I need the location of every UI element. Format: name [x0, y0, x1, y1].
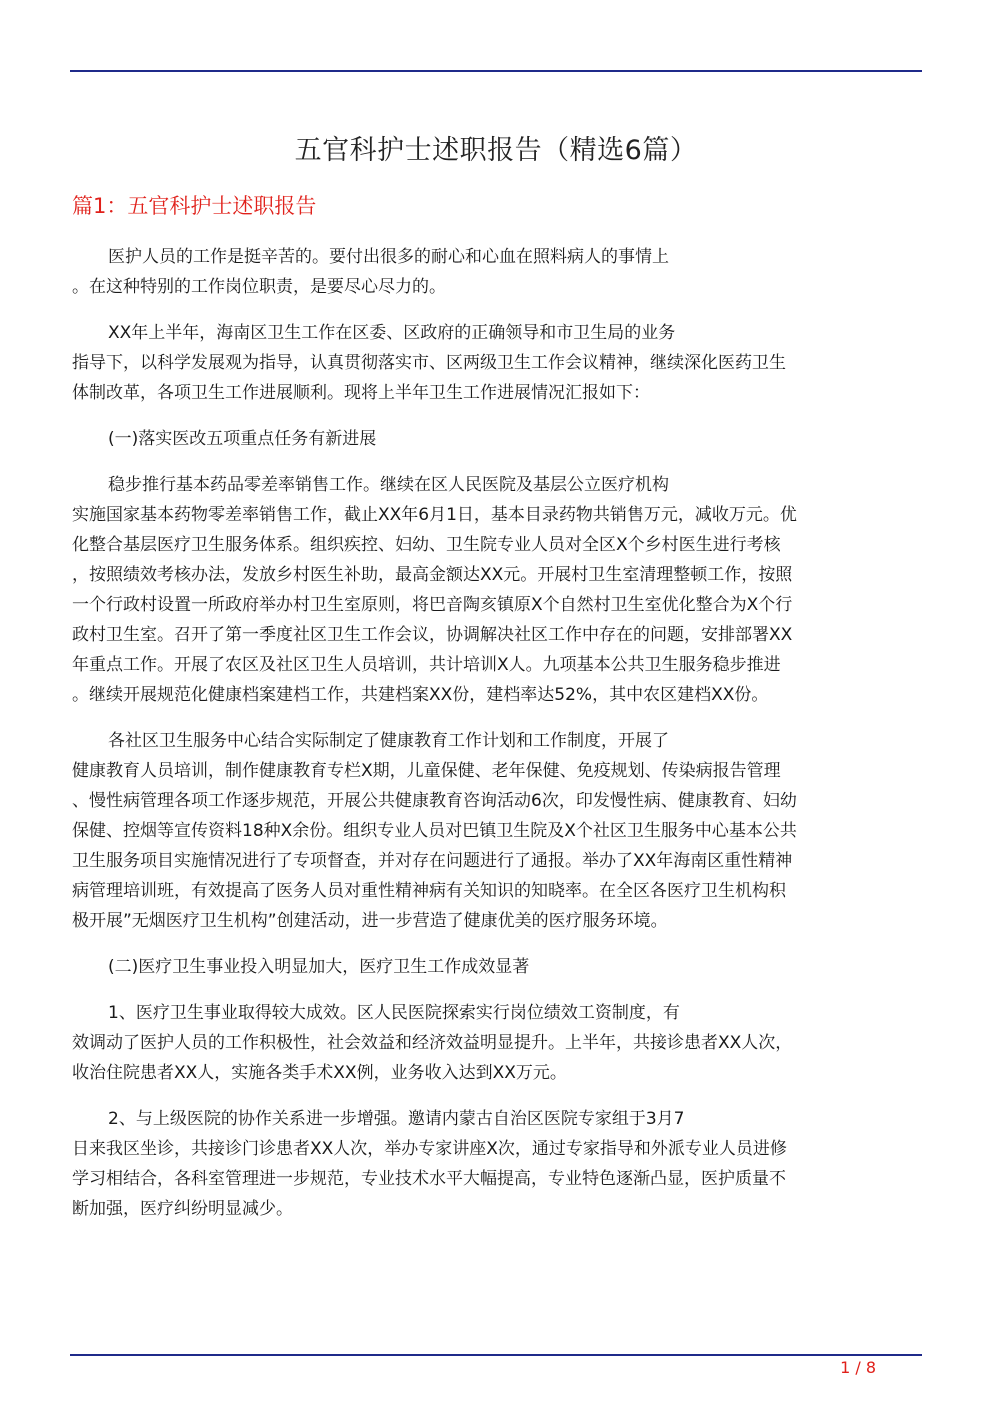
section-heading: 篇1：五官科护士述职报告 [72, 194, 317, 218]
paragraph-line: XX年上半年，海南区卫生工作在区委、区政府的正确领导和市卫生局的业务 [108, 323, 676, 343]
paragraph-line: 效调动了医护人员的工作积极性，社会效益和经济效益明显提升。上半年，共接诊患者XX人次， [72, 1033, 793, 1053]
paragraph-line: 一个行政村设置一所政府举办村卫生室原则，将巴音陶亥镇原X个自然村卫生室优化整合为X个行 [72, 595, 793, 615]
paragraph-line: 化整合基层医疗卫生服务体系。组织疾控、妇幼、卫生院专业人员对全区X个乡村医生进行考核 [72, 535, 781, 555]
paragraph [72, 242, 918, 302]
paragraph [72, 998, 918, 1088]
document-body [72, 242, 918, 1240]
paragraph-line: 2、与上级医院的协作关系进一步增强。邀请内蒙古自治区医院专家组于3月7 [108, 1109, 685, 1129]
paragraph-line: 保健、控烟等宣传资料18种X余份。组织专业人员对巴镇卫生院及X个社区卫生服务中心基本公共 [72, 821, 797, 841]
paragraph-line: 极开展”无烟医疗卫生机构”创建活动，进一步营造了健康优美的医疗服务环境。 [72, 911, 668, 931]
paragraph-line: 医护人员的工作是挺辛苦的。要付出很多的耐心和心血在照料病人的事情上 [108, 247, 669, 267]
paragraph-line: 学习相结合，各科室管理进一步规范，专业技术水平大幅提高，专业特色逐渐凸显，医护质量不 [72, 1169, 786, 1189]
paragraph [72, 470, 918, 710]
paragraph-line: 健康教育人员培训，制作健康教育专栏X期，儿童保健、老年保健、免疫规划、传染病报告管理 [72, 761, 781, 781]
paragraph-line: 各社区卫生服务中心结合实际制定了健康教育工作计划和工作制度，开展了 [108, 731, 669, 751]
paragraph-line: 实施国家基本药物零差率销售工作，截止XX年6月1日，基本目录药物共销售万元，减收万元。优 [72, 505, 797, 525]
paragraph [72, 726, 918, 936]
page-number: 1 / 8 [840, 1358, 876, 1377]
paragraph-line: 体制改革，各项卫生工作进展顺利。现将上半年卫生工作进展情况汇报如下： [72, 383, 650, 403]
footer-rule [70, 1354, 922, 1356]
paragraph-line: 年重点工作。开展了农区及社区卫生人员培训，共计培训X人。九项基本公共卫生服务稳步推进 [72, 655, 781, 675]
paragraph-line: ，按照绩效考核办法，发放乡村医生补助，最高金额达XX元。开展村卫生室清理整顿工作，按照 [72, 565, 793, 585]
paragraph-line: 稳步推行基本药品零差率销售工作。继续在区人民医院及基层公立医疗机构 [108, 475, 669, 495]
paragraph-line: (二)医疗卫生事业投入明显加大，医疗卫生工作成效显著 [108, 957, 530, 977]
paragraph-line: 病管理培训班，有效提高了医务人员对重性精神病有关知识的知晓率。在全区各医疗卫生机构积 [72, 881, 786, 901]
paragraph-line: (一)落实医改五项重点任务有新进展 [108, 429, 377, 449]
paragraph-line: 日来我区坐诊，共接诊门诊患者XX人次，举办专家讲座X次，通过专家指导和外派专业人员进修 [72, 1139, 787, 1159]
paragraph-line: 指导下，以科学发展观为指导，认真贯彻落实市、区两级卫生工作会议精神，继续深化医药卫生 [72, 353, 786, 373]
header-rule [70, 70, 922, 72]
paragraph [72, 952, 918, 982]
paragraph-line: 收治住院患者XX人，实施各类手术XX例，业务收入达到XX万元。 [72, 1063, 567, 1083]
paragraph-line: 1、医疗卫生事业取得较大成效。区人民医院探索实行岗位绩效工资制度，有 [108, 1003, 680, 1023]
paragraph-line: 政村卫生室。召开了第一季度社区卫生工作会议，协调解决社区工作中存在的问题，安排部署XX [72, 625, 793, 645]
paragraph-line: 卫生服务项目实施情况进行了专项督查，并对存在问题进行了通报。举办了XX年海南区重性精神 [72, 851, 793, 871]
paragraph [72, 318, 918, 408]
paragraph-line: 。在这种特别的工作岗位职责，是要尽心尽力的。 [72, 277, 446, 297]
paragraph [72, 424, 918, 454]
paragraph-line: 。继续开展规范化健康档案建档工作，共建档案XX份，建档率达52%，其中农区建档XX份。 [72, 685, 769, 705]
paragraph [72, 1104, 918, 1224]
paragraph-line: 、慢性病管理各项工作逐步规范，开展公共健康教育咨询活动6次，印发慢性病、健康教育、妇幼 [72, 791, 797, 811]
paragraph-line: 断加强，医疗纠纷明显减少。 [72, 1199, 293, 1219]
document-title: 五官科护士述职报告（精选6篇） [294, 135, 698, 166]
